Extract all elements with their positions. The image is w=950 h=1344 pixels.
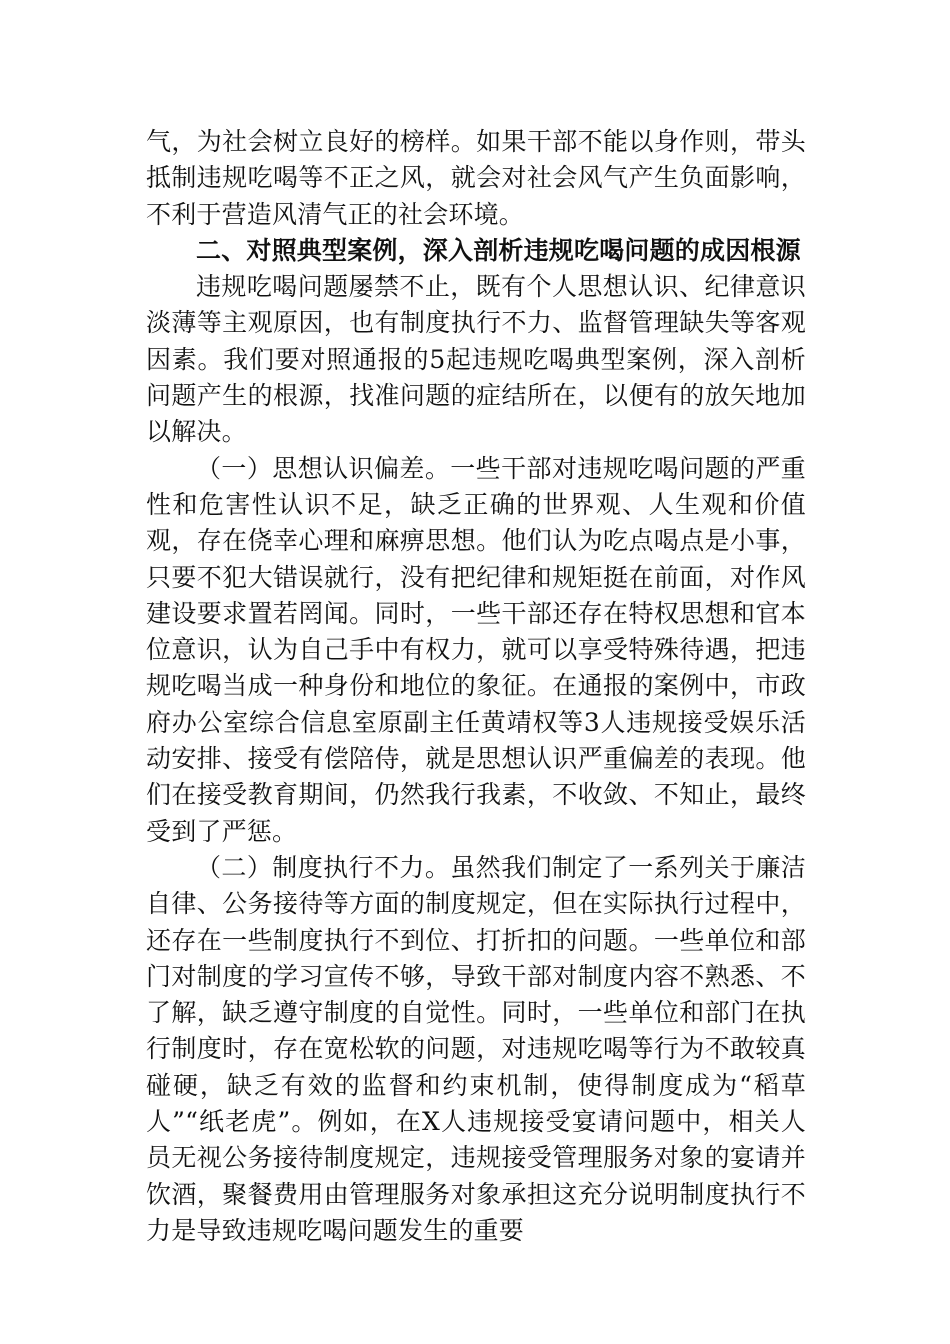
document-body	[146, 124, 806, 1249]
section-two-intro: 违规吃喝问题屡禁不止，既有个人思想认识、纪律意识淡薄等主观原因，也有制度执行不力、监督管理缺失等客观因素。我们要对照通报的5起违规吃喝典型案例，深入剖析问题产生的根源，找准问题的症结所在，以便有的放矢地加以解决。	[146, 272, 806, 447]
subsection-two-title: （二）制度执行不力。	[196, 852, 451, 882]
subsection-one-body: 一些干部对违规吃喝问题的严重性和危害性认识不足，缺乏正确的世界观、人生观和价值观，存在侥幸心理和麻痹思想。他们认为吃点喝点是小事，只要不犯大错误就行，没有把纪律和规矩挺在前面，对作风建设要求置若罔闻。同时，一些干部还存在特权思想和官本位意识，认为自己手中有权力，就可以享受特殊待遇，把违规吃喝当成一种身份和地位的象征。在通报的案例中，市政府办公室综合信息室原副主任黄靖权等3人违规接受娱乐活动安排、接受有偿陪侍，就是思想认识严重偏差的表现。他们在接受教育期间，仍然我行我素，不收敛、不知止，最终受到了严惩。	[146, 453, 806, 846]
section-two-heading: 二、对照典型案例，深入剖析违规吃喝问题的成因根源	[196, 235, 801, 265]
subsection-two	[146, 850, 806, 1249]
subsection-one-title: （一）思想认识偏差。	[196, 453, 451, 483]
paragraph-continuation: 气，为社会树立良好的榜样。如果干部不能以身作则，带头抵制违规吃喝等不正之风，就会对社会风气产生负面影响，不利于营造风清气正的社会环境。	[146, 127, 806, 229]
subsection-one	[146, 451, 806, 850]
subsection-two-body: 虽然我们制定了一系列关于廉洁自律、公务接待等方面的制度规定，但在实际执行过程中，还存在一些制度执行不到位、打折扣的问题。一些单位和部门对制度的学习宣传不够，导致干部对制度内容不熟悉、不了解，缺乏遵守制度的自觉性。同时，一些单位和部门在执行制度时，存在宽松软的问题，对违规吃喝等行为不敢较真碰硬，缺乏有效的监督和约束机制，使得制度成为“稻草人”“纸老虎”。例如，在X人违规接受宴请问题中，相关人员无视公务接待制度规定，违规接受管理服务对象的宴请并饮酒，聚餐费用由管理服务对象承担这充分说明制度执行不力是导致违规吃喝问题发生的重要	[146, 852, 806, 1245]
